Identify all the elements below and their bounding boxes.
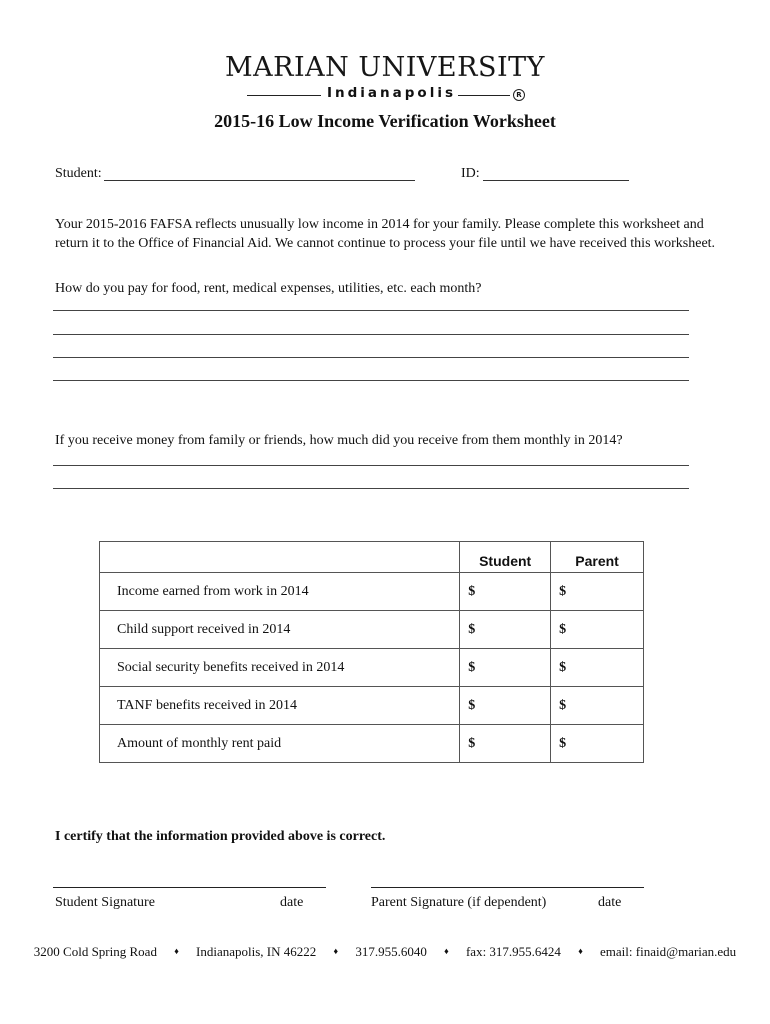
diamond-separator-icon: ♦ bbox=[174, 946, 179, 956]
footer-phone: 317.955.6040 bbox=[355, 944, 427, 959]
table-row bbox=[100, 611, 644, 649]
row-label: TANF benefits received in 2014 bbox=[100, 687, 460, 725]
table-header-parent: Parent bbox=[551, 542, 644, 573]
parent-amount-cell[interactable]: $ bbox=[551, 725, 644, 763]
registered-mark-icon: R bbox=[513, 89, 525, 101]
table-row bbox=[100, 725, 644, 763]
logo-left-rule bbox=[247, 95, 321, 96]
income-table bbox=[99, 541, 644, 763]
row-label: Amount of monthly rent paid bbox=[100, 725, 460, 763]
footer-email[interactable]: email: finaid@marian.edu bbox=[600, 944, 737, 959]
university-logo-subtitle bbox=[0, 85, 770, 105]
table-header-student: Student bbox=[460, 542, 551, 573]
student-signature-line[interactable] bbox=[53, 887, 326, 888]
parent-amount-cell[interactable]: $ bbox=[551, 573, 644, 611]
student-signature-label: Student Signature bbox=[55, 895, 155, 910]
university-logo-name: MARIAN UNIVERSITY bbox=[225, 52, 545, 83]
row-label: Child support received in 2014 bbox=[100, 611, 460, 649]
answer-line-family-1[interactable] bbox=[53, 465, 689, 466]
question-expenses: How do you pay for food, rent, medical expenses, utilities, etc. each month? bbox=[55, 281, 482, 296]
table-row bbox=[100, 573, 644, 611]
parent-amount-cell[interactable]: $ bbox=[551, 649, 644, 687]
answer-line-expenses-1[interactable] bbox=[53, 310, 689, 311]
student-date-label: date bbox=[280, 895, 304, 910]
logo-right-rule bbox=[458, 95, 510, 96]
id-field[interactable] bbox=[483, 180, 629, 181]
footer-address: 3200 Cold Spring Road bbox=[33, 944, 157, 959]
logo-city: Indianapolis bbox=[327, 85, 456, 101]
diamond-separator-icon: ♦ bbox=[444, 946, 449, 956]
diamond-separator-icon: ♦ bbox=[333, 946, 339, 956]
answer-line-expenses-3[interactable] bbox=[53, 357, 689, 358]
answer-line-expenses-4[interactable] bbox=[53, 380, 689, 381]
footer-contact bbox=[0, 944, 770, 960]
table-row bbox=[100, 687, 644, 725]
parent-signature-label: Parent Signature (if dependent) bbox=[371, 895, 547, 910]
intro-paragraph: Your 2015-2016 FAFSA reflects unusually low income in 2014 for your family. Please complete this worksheet and return it to the Office of Financial Aid. We cannot continue to process your file until we have received this worksheet. bbox=[55, 217, 716, 251]
row-label: Income earned from work in 2014 bbox=[100, 573, 460, 611]
table-row bbox=[100, 649, 644, 687]
student-field[interactable] bbox=[104, 180, 415, 181]
student-amount-cell[interactable]: $ bbox=[460, 687, 551, 725]
answer-line-family-2[interactable] bbox=[53, 488, 689, 489]
row-label: Social security benefits received in 2014 bbox=[100, 649, 460, 687]
parent-signature-line[interactable] bbox=[371, 887, 644, 888]
student-amount-cell[interactable]: $ bbox=[460, 573, 551, 611]
question-family-money: If you receive money from family or friends, how much did you receive from them monthly in 2014? bbox=[55, 433, 623, 448]
parent-amount-cell[interactable]: $ bbox=[551, 611, 644, 649]
student-label: Student: bbox=[55, 166, 102, 181]
income-table-header bbox=[100, 542, 644, 573]
parent-date-label: date bbox=[598, 895, 622, 910]
footer-fax: fax: 317.955.6424 bbox=[465, 944, 561, 959]
diamond-separator-icon: ♦ bbox=[578, 946, 583, 956]
answer-line-expenses-2[interactable] bbox=[53, 334, 689, 335]
student-amount-cell[interactable]: $ bbox=[460, 611, 551, 649]
student-amount-cell[interactable]: $ bbox=[460, 649, 551, 687]
footer-city: Indianapolis, IN 46222 bbox=[196, 944, 317, 959]
parent-amount-cell[interactable]: $ bbox=[551, 687, 644, 725]
student-amount-cell[interactable]: $ bbox=[460, 725, 551, 763]
table-header-blank bbox=[100, 542, 460, 573]
certification-statement: I certify that the information provided above is correct. bbox=[55, 829, 386, 844]
id-label: ID: bbox=[461, 166, 480, 181]
page-title: 2015-16 Low Income Verification Worksheet bbox=[214, 111, 556, 131]
